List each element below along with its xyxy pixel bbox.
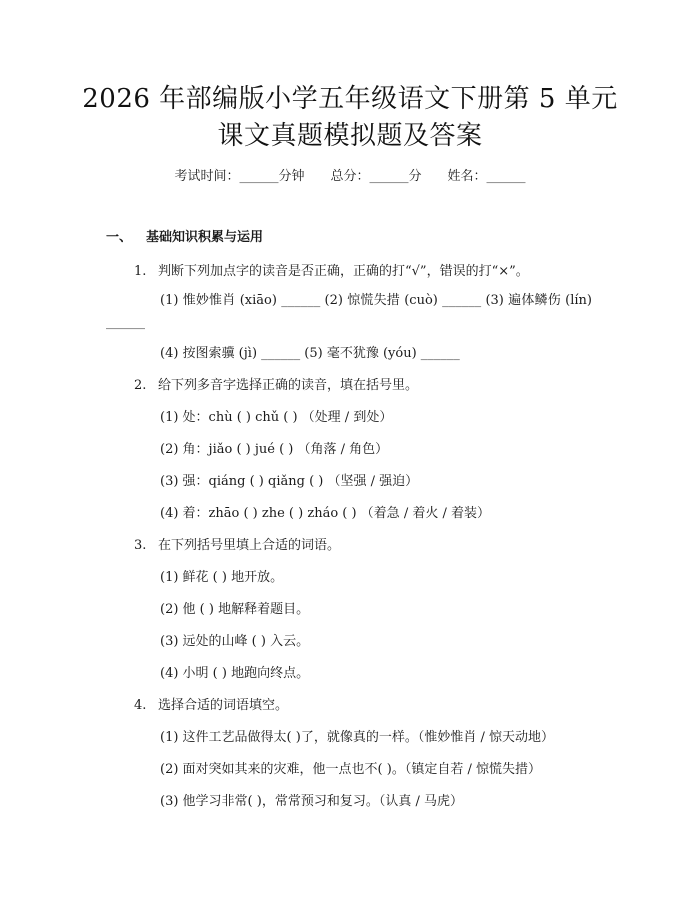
question-1-item-1: (1) 惟妙惟肖 (xiāo) ______ (2) 惊慌失措 (cuò) ______ (3) 遍体鳞伤 (lín) ______ bbox=[106, 293, 592, 330]
question-2 bbox=[134, 376, 418, 396]
question-number: 4. bbox=[134, 698, 147, 713]
question-2-item-1: (1) 处：chù ( ) chǔ ( ) （处理 / 到处） bbox=[160, 410, 393, 425]
section-heading bbox=[106, 228, 263, 248]
question-3-item-3: (3) 远处的山峰 ( ) 入云。 bbox=[160, 634, 310, 649]
question-3 bbox=[134, 536, 340, 556]
question-3-item-1: (1) 鲜花 ( ) 地开放。 bbox=[160, 570, 284, 585]
question-3-item-2: (2) 他 ( ) 地解释着题目。 bbox=[160, 602, 310, 617]
section-title: 基础知识积累与运用 bbox=[146, 230, 264, 245]
section-number: 一、 bbox=[106, 230, 133, 245]
question-text: 在下列括号里填上合适的词语。 bbox=[158, 538, 341, 553]
question-number: 1. bbox=[134, 264, 147, 279]
question-number: 3. bbox=[134, 538, 147, 553]
question-number: 2. bbox=[134, 378, 147, 393]
question-1-item-2: (4) 按图索骥 (jì) ______ (5) 毫不犹豫 (yóu) ______ bbox=[160, 346, 460, 361]
question-2-item-2: (2) 角：jiǎo ( ) jué ( ) （角落 / 角色） bbox=[160, 442, 389, 457]
question-text: 选择合适的词语填空。 bbox=[158, 698, 289, 713]
document-title-line-1: 2026 年部编版小学五年级语文下册第 5 单元 bbox=[82, 84, 618, 114]
question-4-item-1: (1) 这件工艺品做得太( )了，就像真的一样。（惟妙惟肖 / 惊天动地） bbox=[160, 730, 554, 745]
exam-info: 考试时间：______分钟 总分：______分 姓名：______ bbox=[174, 169, 526, 184]
question-3-item-4: (4) 小明 ( ) 地跑向终点。 bbox=[160, 666, 310, 681]
question-text: 判断下列加点字的读音是否正确，正确的打“√”，错误的打“×”。 bbox=[158, 264, 529, 279]
question-4-item-2: (2) 面对突如其来的灾难，他一点也不( )。（镇定自若 / 惊慌失措） bbox=[160, 762, 541, 777]
document-title-line-2: 课文真题模拟题及答案 bbox=[217, 121, 483, 151]
question-2-item-4: (4) 着：zhāo ( ) zhe ( ) zháo ( ) （着急 / 着火 / 着装） bbox=[160, 506, 490, 521]
question-4 bbox=[134, 696, 288, 716]
question-text: 给下列多音字选择正确的读音，填在括号里。 bbox=[158, 378, 419, 393]
question-4-item-3: (3) 他学习非常( )，常常预习和复习。（认真 / 马虎） bbox=[160, 794, 463, 809]
question-2-item-3: (3) 强：qiáng ( ) qiǎng ( ) （坚强 / 强迫） bbox=[160, 474, 419, 489]
question-1 bbox=[134, 262, 529, 282]
